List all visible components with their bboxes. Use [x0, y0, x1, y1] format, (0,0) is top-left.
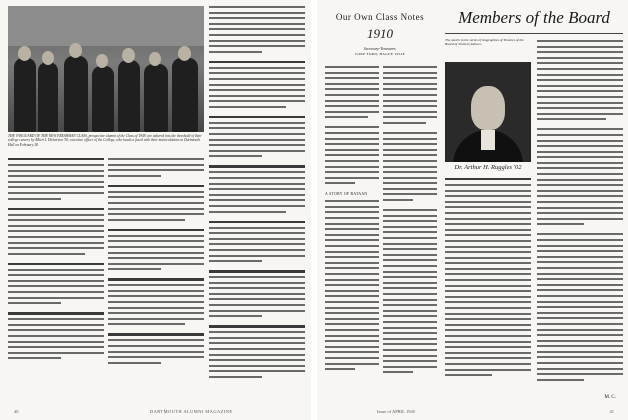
folio-magazine-name: DARTMOUTH ALUMNI MAGAZINE: [150, 409, 233, 414]
secretary-address: CORE FORD, HAGUE 1954E: [354, 52, 406, 56]
class-year: 1910: [367, 26, 393, 41]
body-column-1: [8, 158, 104, 363]
secretary-label: Secretary-Treasurer,: [363, 46, 397, 51]
folio-number-right: 41: [609, 409, 614, 414]
portrait-caption: Dr. Arthur H. Ruggles '02: [454, 164, 522, 171]
left-page: [0, 0, 311, 420]
portrait-photo: [445, 62, 531, 162]
photo-caption: THE VANGUARD OF THE NEW FRESHMAN CLASS, prospective alumni of the Class of 1949, are ushered into the threshold of their college careers by Albert I. Dickerson '30, executive officer of the College, who heads a faced with their matriculations in Dartmouth Hall on February 28.: [8, 134, 202, 147]
right-page: [317, 0, 628, 420]
folio-issue-date: Issue of APRIL 1945: [377, 409, 415, 414]
members-column-2: [537, 40, 623, 384]
members-intro: The sketch in the series of biographies of Trustees of the Board of Trustees follows:: [445, 38, 524, 47]
title-rule: [445, 33, 623, 34]
author-initials: M. C.: [604, 395, 616, 400]
members-column-1: [445, 178, 531, 380]
section-subhead: A STORY OF BATAAN: [325, 192, 368, 197]
group-photo: [8, 6, 204, 132]
notes-column-1: [325, 66, 379, 374]
body-column-3: [209, 6, 305, 382]
class-notes-title: Our Own Class Notes: [335, 12, 425, 22]
members-title: Members of the Board: [458, 8, 610, 27]
notes-column-2: [383, 66, 437, 377]
class-notes-header: [325, 12, 435, 56]
folio-number-left: 40: [14, 409, 19, 414]
body-column-2: [108, 158, 204, 367]
